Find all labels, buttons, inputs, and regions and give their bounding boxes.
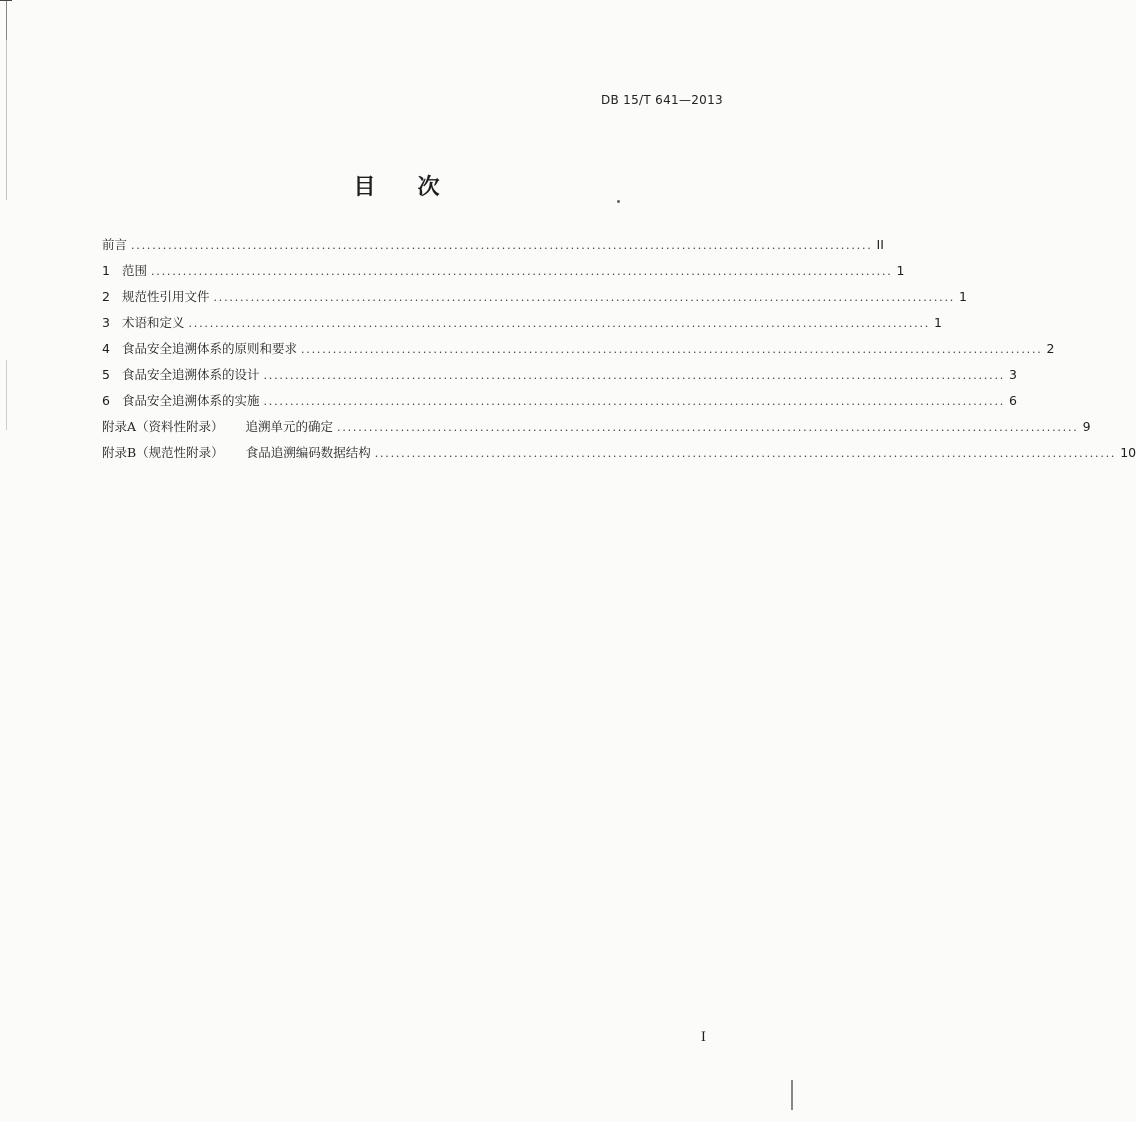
toc-entry-number: 2: [102, 289, 110, 304]
document-code: DB 15/T 641—2013: [601, 93, 723, 107]
toc-leader-dots: ............................................................................................................................................: [263, 369, 1006, 382]
toc-leader-dots: ............................................................................................................................................: [301, 343, 1043, 356]
toc-entry-foreword[interactable]: [102, 232, 884, 258]
toc-entry-4[interactable]: [102, 336, 1055, 362]
toc-entry-number: 6: [102, 393, 110, 408]
toc-page-number: 1: [959, 289, 967, 304]
toc-entry-label: 前言: [102, 237, 128, 252]
toc-annex-title: 追溯单元的确定: [245, 419, 334, 434]
toc-leader-dots: ............................................................................................................................................: [151, 265, 893, 278]
toc-page-number: II: [876, 237, 884, 252]
toc-entry-3[interactable]: [102, 310, 942, 336]
toc-entry-label: 食品安全追溯体系的设计: [122, 367, 260, 382]
toc-entry-annex-a[interactable]: [102, 414, 1091, 440]
toc-leader-dots: ............................................................................................................................................: [263, 395, 1006, 408]
footer-page-number: I: [700, 1030, 706, 1045]
toc-leader-dots: ............................................................................................................................................: [213, 291, 956, 304]
title-char-2: 次: [417, 175, 440, 200]
toc-entry-label: 食品安全追溯体系的实施: [122, 393, 260, 408]
scan-edge-top: [0, 0, 12, 1]
toc-entry-2[interactable]: [102, 284, 967, 310]
toc-entry-label: 范围: [122, 263, 148, 278]
toc-entry-5[interactable]: [102, 362, 1017, 388]
toc-annex-label: 附录B（规范性附录）: [102, 445, 224, 460]
toc-entry-6[interactable]: [102, 388, 1017, 414]
toc-entry-number: 4: [102, 341, 110, 356]
toc-entry-label: 规范性引用文件: [122, 289, 210, 304]
toc-page-number: 3: [1009, 367, 1017, 382]
toc-page-number: 6: [1009, 393, 1017, 408]
toc-page-number: 9: [1082, 419, 1091, 434]
toc-page-number: 10: [1120, 445, 1136, 460]
toc-leader-dots: ............................................................................................................................................: [131, 239, 873, 252]
toc-entry-1[interactable]: [102, 258, 905, 284]
scan-edge: [6, 0, 7, 1122]
page-title: [0, 170, 793, 201]
toc-page-number: 1: [934, 315, 942, 330]
table-of-contents: [102, 232, 1136, 466]
toc-page-number: 2: [1046, 341, 1055, 356]
toc-leader-dots: ............................................................................................................................................: [337, 421, 1079, 434]
toc-leader-dots: ............................................................................................................................................: [374, 447, 1117, 460]
toc-entry-annex-b[interactable]: [102, 440, 1136, 466]
title-char-1: 目: [353, 175, 376, 200]
toc-entry-number: 3: [102, 315, 110, 330]
toc-entry-label: 食品安全追溯体系的原则和要求: [122, 341, 298, 356]
toc-entry-number: 1: [102, 263, 110, 278]
toc-entry-number: 5: [102, 367, 110, 382]
toc-annex-label: 附录A（资料性附录）: [102, 419, 224, 434]
scan-edge-right: [791, 1080, 793, 1110]
toc-entry-label: 术语和定义: [122, 315, 185, 330]
toc-leader-dots: ............................................................................................................................................: [188, 317, 931, 330]
toc-annex-title: 食品追溯编码数据结构: [245, 445, 371, 460]
toc-page-number: 1: [896, 263, 905, 278]
